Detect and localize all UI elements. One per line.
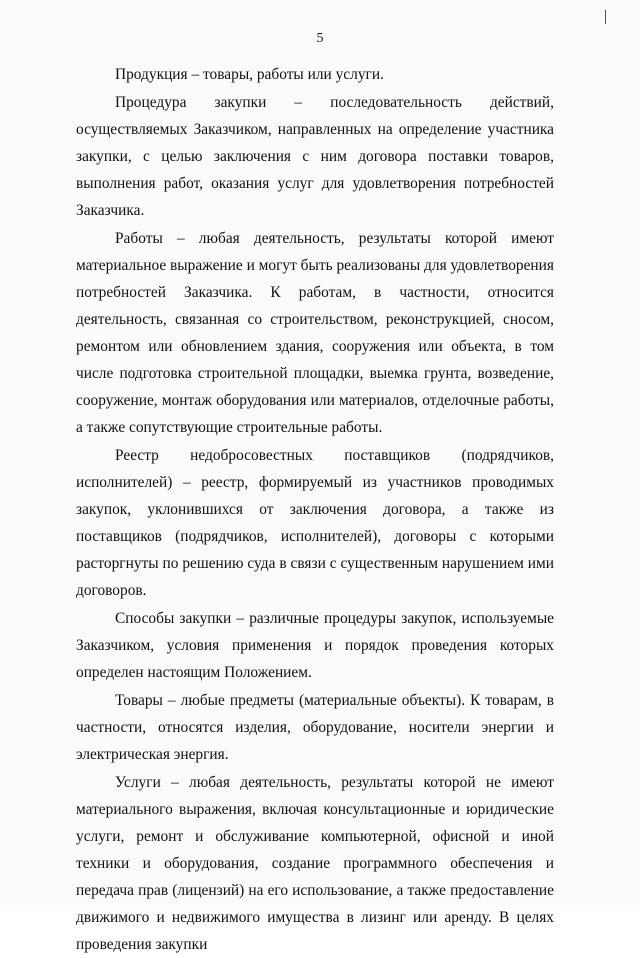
paragraph-works: Работы – любая деятельность, результаты которой имеют материальное выражение и могут быть реализованы для удовлетворения потребностей Заказчика. К работам, в частности, относится деятельность, связанная со строительством, реконструкцией, сносом, ремонтом или обновлением здания, сооружения или объекта, в том числе подготовка строительной площадки, выемка грунта, возведение, сооружение, монтаж оборудования или материалов, отделочные работы, а также сопутствующие строительные работы. xyxy=(76,230,554,436)
document-body xyxy=(76,61,554,958)
paragraph-goods: Товары – любые предметы (материальные объекты). К товарам, в частности, относятся изделия, оборудование, носители энергии и электрическая энергия. xyxy=(76,692,554,763)
paragraph-unfair-suppliers-registry: Реестр недобросовестных поставщиков (подрядчиков, исполнителей) – реестр, формируемый из участников проводимых закупок, уклонившихся от заключения договора, а также из поставщиков (подрядчиков, исполнителей), договоры с которыми расторгнуты по решению суда в связи с существенным нарушением ими договоров. xyxy=(76,447,554,599)
paragraph-procurement-procedure: Процедура закупки – последовательность действий, осуществляемых Заказчиком, направленных на определение участника закупки, с целью заключения с ним договора поставки товаров, выполнения работ, оказания услуг для удовлетворения потребностей Заказчика. xyxy=(76,94,554,219)
paragraph-products: Продукция – товары, работы или услуги. xyxy=(115,66,384,83)
paragraph-services: Услуги – любая деятельность, результаты которой не имеют материального выражения, включая консультационные и юридические услуги, ремонт и обслуживание компьютерной, офисной и иной техники и оборудования, создание программного обеспечения и передача прав (лицензий) на его использование, а также предоставление движимого и недвижимого имущества в лизинг или аренду. В целях проведения закупки xyxy=(76,774,554,953)
page-number: 5 xyxy=(316,31,324,46)
scan-mark xyxy=(605,10,606,24)
paragraph-procurement-methods: Способы закупки – различные процедуры закупок, используемые Заказчиком, условия применения и порядок проведения которых определен настоящим Положением. xyxy=(76,610,554,681)
